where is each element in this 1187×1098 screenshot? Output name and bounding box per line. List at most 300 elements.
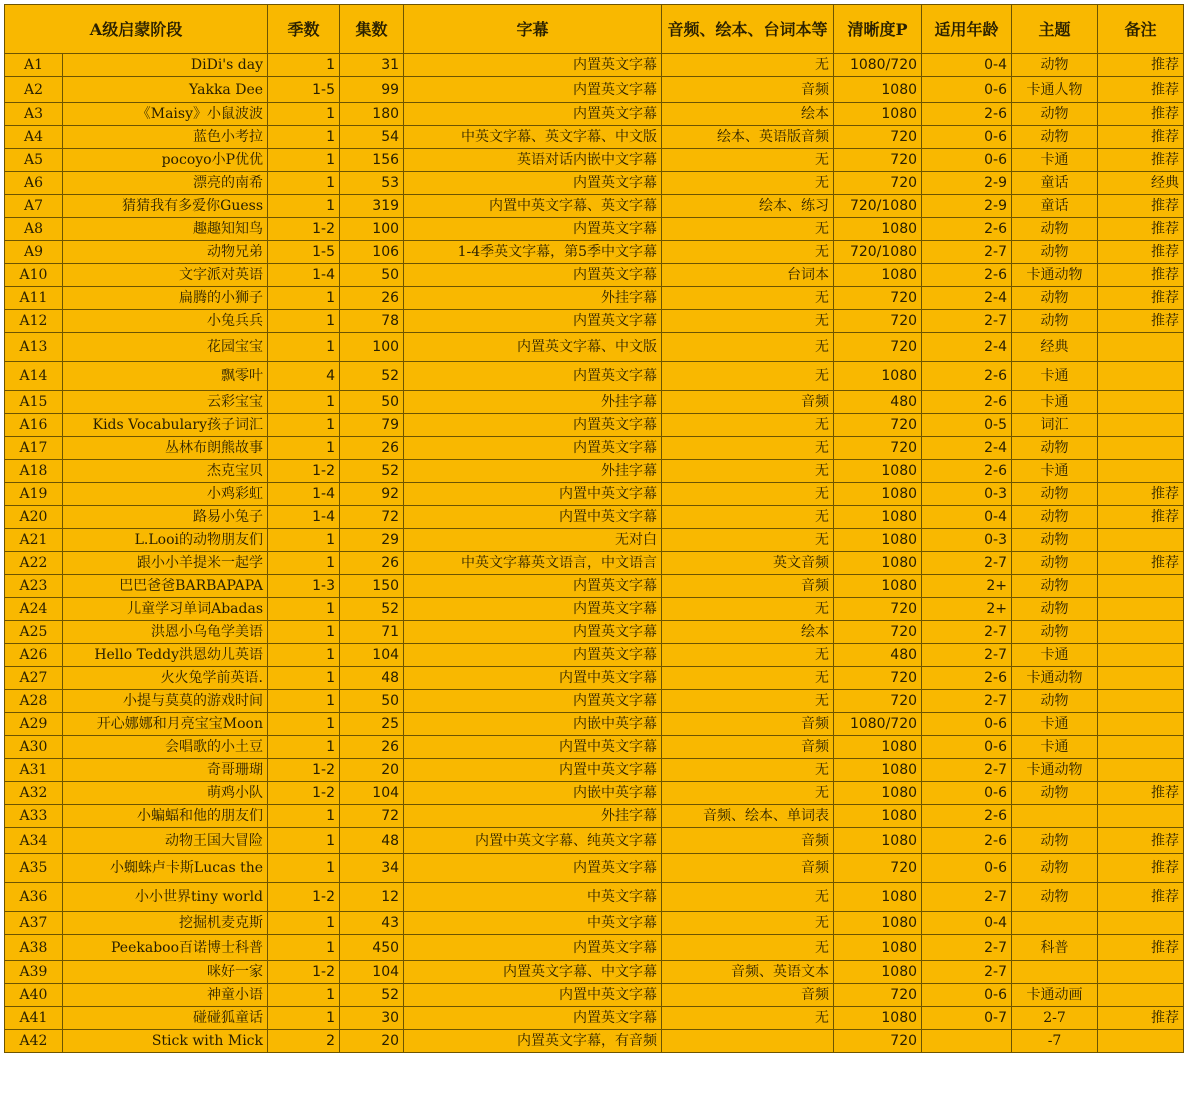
row-resolution[interactable]: 720 [834, 172, 922, 195]
row-age[interactable]: 2+ [922, 598, 1012, 621]
header-episodes[interactable]: 集数 [340, 5, 404, 54]
row-seasons[interactable]: 1 [268, 310, 340, 333]
row-code[interactable]: A23 [5, 575, 63, 598]
row-note[interactable]: 推荐 [1098, 287, 1184, 310]
row-resolution[interactable]: 1080 [834, 264, 922, 287]
row-subtitle[interactable]: 内置英文字幕 [404, 437, 662, 460]
row-subtitle[interactable]: 内置英文字幕、中文版 [404, 333, 662, 362]
row-seasons[interactable]: 1 [268, 828, 340, 854]
row-episodes[interactable]: 71 [340, 621, 404, 644]
row-extras[interactable]: 无 [662, 1007, 834, 1030]
row-episodes[interactable]: 53 [340, 172, 404, 195]
row-resolution[interactable]: 1080 [834, 1007, 922, 1030]
row-age[interactable]: 0-7 [922, 1007, 1012, 1030]
row-episodes[interactable]: 48 [340, 667, 404, 690]
row-note[interactable] [1098, 759, 1184, 782]
row-code[interactable]: A17 [5, 437, 63, 460]
row-code[interactable]: A21 [5, 529, 63, 552]
row-resolution[interactable]: 720 [834, 414, 922, 437]
row-episodes[interactable]: 26 [340, 736, 404, 759]
row-code[interactable]: A7 [5, 195, 63, 218]
row-note[interactable]: 推荐 [1098, 483, 1184, 506]
row-age[interactable]: 2-6 [922, 391, 1012, 414]
header-stage[interactable]: A级启蒙阶段 [5, 5, 268, 54]
row-extras[interactable]: 无 [662, 644, 834, 667]
row-seasons[interactable]: 1-2 [268, 883, 340, 912]
row-theme[interactable]: 动物 [1012, 782, 1098, 805]
row-title[interactable]: Stick with Mick [63, 1030, 268, 1053]
row-seasons[interactable]: 1 [268, 333, 340, 362]
row-resolution[interactable]: 720 [834, 667, 922, 690]
row-theme[interactable]: 动物 [1012, 854, 1098, 883]
row-subtitle[interactable]: 内置英文字幕 [404, 854, 662, 883]
row-theme[interactable]: 动物 [1012, 241, 1098, 264]
row-age[interactable]: 0-6 [922, 126, 1012, 149]
row-extras[interactable]: 音频 [662, 575, 834, 598]
row-title[interactable]: 儿童学习单词Abadas [63, 598, 268, 621]
row-extras[interactable]: 无 [662, 935, 834, 961]
row-extras[interactable]: 绘本、练习 [662, 195, 834, 218]
row-code[interactable]: A40 [5, 984, 63, 1007]
row-age[interactable]: 0-6 [922, 782, 1012, 805]
row-age[interactable]: 2-7 [922, 241, 1012, 264]
row-code[interactable]: A8 [5, 218, 63, 241]
row-seasons[interactable]: 1 [268, 149, 340, 172]
row-theme[interactable]: 动物 [1012, 883, 1098, 912]
row-title[interactable]: Yakka Dee [63, 77, 268, 103]
row-seasons[interactable]: 1 [268, 912, 340, 935]
row-seasons[interactable]: 1 [268, 690, 340, 713]
row-seasons[interactable]: 1-2 [268, 218, 340, 241]
row-theme[interactable]: 动物 [1012, 437, 1098, 460]
row-resolution[interactable]: 720 [834, 437, 922, 460]
row-subtitle[interactable]: 内置英文字幕 [404, 218, 662, 241]
row-age[interactable]: 2-6 [922, 460, 1012, 483]
row-title[interactable]: 巴巴爸爸BARBAPAPA [63, 575, 268, 598]
row-title[interactable]: 小提与莫莫的游戏时间 [63, 690, 268, 713]
row-resolution[interactable]: 1080 [834, 575, 922, 598]
row-seasons[interactable]: 1 [268, 172, 340, 195]
row-seasons[interactable]: 1 [268, 713, 340, 736]
row-age[interactable]: 0-6 [922, 77, 1012, 103]
row-episodes[interactable]: 52 [340, 362, 404, 391]
row-title[interactable]: 小鸡彩虹 [63, 483, 268, 506]
row-extras[interactable]: 无 [662, 149, 834, 172]
row-title[interactable]: 趣趣知知鸟 [63, 218, 268, 241]
row-seasons[interactable]: 1 [268, 287, 340, 310]
row-title[interactable]: 小蜘蛛卢卡斯Lucas the [63, 854, 268, 883]
row-subtitle[interactable]: 内置中英文字幕 [404, 667, 662, 690]
row-resolution[interactable]: 720 [834, 149, 922, 172]
row-note[interactable]: 推荐 [1098, 77, 1184, 103]
row-code[interactable]: A29 [5, 713, 63, 736]
row-episodes[interactable]: 31 [340, 54, 404, 77]
row-age[interactable]: 2-7 [922, 961, 1012, 984]
row-resolution[interactable]: 720 [834, 690, 922, 713]
header-seasons[interactable]: 季数 [268, 5, 340, 54]
row-extras[interactable]: 无 [662, 172, 834, 195]
row-code[interactable]: A28 [5, 690, 63, 713]
row-episodes[interactable]: 92 [340, 483, 404, 506]
row-note[interactable]: 推荐 [1098, 1007, 1184, 1030]
row-note[interactable]: 推荐 [1098, 935, 1184, 961]
row-episodes[interactable]: 34 [340, 854, 404, 883]
row-title[interactable]: 咪好一家 [63, 961, 268, 984]
row-resolution[interactable]: 1080 [834, 782, 922, 805]
row-title[interactable]: Kids Vocabulary孩子词汇 [63, 414, 268, 437]
row-episodes[interactable]: 104 [340, 644, 404, 667]
row-note[interactable] [1098, 437, 1184, 460]
row-theme[interactable]: 童话 [1012, 195, 1098, 218]
row-code[interactable]: A15 [5, 391, 63, 414]
row-extras[interactable]: 音频 [662, 854, 834, 883]
row-age[interactable]: 2-7 [922, 644, 1012, 667]
row-theme[interactable]: 科普 [1012, 935, 1098, 961]
row-title[interactable]: 漂亮的南希 [63, 172, 268, 195]
row-code[interactable]: A27 [5, 667, 63, 690]
row-subtitle[interactable]: 内置中英文字幕 [404, 736, 662, 759]
row-note[interactable]: 推荐 [1098, 126, 1184, 149]
row-note[interactable] [1098, 736, 1184, 759]
row-code[interactable]: A42 [5, 1030, 63, 1053]
row-extras[interactable]: 无 [662, 218, 834, 241]
row-episodes[interactable]: 30 [340, 1007, 404, 1030]
row-theme[interactable]: 动物 [1012, 621, 1098, 644]
row-theme[interactable]: 经典 [1012, 333, 1098, 362]
row-episodes[interactable]: 100 [340, 218, 404, 241]
row-seasons[interactable]: 1-5 [268, 77, 340, 103]
row-resolution[interactable]: 1080 [834, 529, 922, 552]
row-theme[interactable]: 卡通 [1012, 736, 1098, 759]
row-resolution[interactable]: 720 [834, 854, 922, 883]
row-title[interactable]: 扁腾的小狮子 [63, 287, 268, 310]
row-theme[interactable]: 动物 [1012, 483, 1098, 506]
row-title[interactable]: 火火兔学前英语. [63, 667, 268, 690]
row-code[interactable]: A32 [5, 782, 63, 805]
row-age[interactable]: 2-7 [922, 690, 1012, 713]
row-seasons[interactable]: 1 [268, 103, 340, 126]
row-episodes[interactable]: 79 [340, 414, 404, 437]
row-seasons[interactable]: 1 [268, 644, 340, 667]
row-seasons[interactable]: 1-3 [268, 575, 340, 598]
row-episodes[interactable]: 319 [340, 195, 404, 218]
row-age[interactable]: 0-6 [922, 854, 1012, 883]
row-extras[interactable]: 无 [662, 690, 834, 713]
row-title[interactable]: DiDi's day [63, 54, 268, 77]
row-subtitle[interactable]: 外挂字幕 [404, 391, 662, 414]
row-resolution[interactable]: 720 [834, 287, 922, 310]
row-episodes[interactable]: 72 [340, 506, 404, 529]
row-age[interactable]: 0-3 [922, 529, 1012, 552]
row-subtitle[interactable]: 内置英文字幕 [404, 172, 662, 195]
row-theme[interactable]: 卡通 [1012, 391, 1098, 414]
row-extras[interactable]: 音频 [662, 736, 834, 759]
row-extras[interactable]: 音频 [662, 77, 834, 103]
row-age[interactable]: 2-4 [922, 333, 1012, 362]
row-theme[interactable]: 动物 [1012, 310, 1098, 333]
row-seasons[interactable]: 1-2 [268, 759, 340, 782]
row-subtitle[interactable]: 内置英文字幕 [404, 935, 662, 961]
row-theme[interactable] [1012, 912, 1098, 935]
row-resolution[interactable]: 1080 [834, 552, 922, 575]
header-age[interactable]: 适用年龄 [922, 5, 1012, 54]
row-extras[interactable]: 无 [662, 414, 834, 437]
row-subtitle[interactable]: 外挂字幕 [404, 805, 662, 828]
row-resolution[interactable]: 1080 [834, 77, 922, 103]
row-extras[interactable]: 无 [662, 54, 834, 77]
row-title[interactable]: 动物王国大冒险 [63, 828, 268, 854]
row-note[interactable] [1098, 391, 1184, 414]
row-extras[interactable]: 无 [662, 912, 834, 935]
header-extras[interactable]: 音频、绘本、台词本等 [662, 5, 834, 54]
row-extras[interactable]: 绘本 [662, 103, 834, 126]
row-subtitle[interactable]: 内置英文字幕、中文字幕 [404, 961, 662, 984]
row-extras[interactable]: 音频、绘本、单词表 [662, 805, 834, 828]
row-note[interactable] [1098, 984, 1184, 1007]
row-resolution[interactable]: 1080 [834, 103, 922, 126]
row-seasons[interactable]: 1 [268, 54, 340, 77]
row-subtitle[interactable]: 内置英文字幕 [404, 310, 662, 333]
row-episodes[interactable]: 100 [340, 333, 404, 362]
row-resolution[interactable]: 480 [834, 644, 922, 667]
row-subtitle[interactable]: 外挂字幕 [404, 460, 662, 483]
row-seasons[interactable]: 1 [268, 736, 340, 759]
row-subtitle[interactable]: 内置中英文字幕 [404, 759, 662, 782]
row-theme[interactable]: 动物 [1012, 529, 1098, 552]
row-subtitle[interactable]: 内嵌中英字幕 [404, 713, 662, 736]
header-theme[interactable]: 主题 [1012, 5, 1098, 54]
row-theme[interactable]: 动物 [1012, 218, 1098, 241]
row-resolution[interactable]: 1080 [834, 759, 922, 782]
row-note[interactable]: 推荐 [1098, 149, 1184, 172]
row-episodes[interactable]: 104 [340, 961, 404, 984]
row-age[interactable]: 2-7 [922, 552, 1012, 575]
row-extras[interactable]: 无 [662, 241, 834, 264]
row-episodes[interactable]: 150 [340, 575, 404, 598]
header-note[interactable]: 备注 [1098, 5, 1184, 54]
row-seasons[interactable]: 1-2 [268, 782, 340, 805]
row-subtitle[interactable]: 内置英文字幕 [404, 644, 662, 667]
row-seasons[interactable]: 1-4 [268, 506, 340, 529]
row-theme[interactable]: 动物 [1012, 575, 1098, 598]
row-resolution[interactable]: 1080/720 [834, 54, 922, 77]
row-code[interactable]: A33 [5, 805, 63, 828]
row-resolution[interactable]: 720 [834, 126, 922, 149]
row-episodes[interactable]: 50 [340, 690, 404, 713]
row-title[interactable]: L.Looi的动物朋友们 [63, 529, 268, 552]
row-episodes[interactable]: 43 [340, 912, 404, 935]
row-code[interactable]: A14 [5, 362, 63, 391]
row-theme[interactable]: 动物 [1012, 552, 1098, 575]
row-theme[interactable]: 动物 [1012, 126, 1098, 149]
row-episodes[interactable]: 156 [340, 149, 404, 172]
row-resolution[interactable]: 1080 [834, 805, 922, 828]
row-episodes[interactable]: 106 [340, 241, 404, 264]
row-theme[interactable]: 卡通 [1012, 713, 1098, 736]
row-episodes[interactable]: 20 [340, 1030, 404, 1053]
row-note[interactable] [1098, 690, 1184, 713]
row-seasons[interactable]: 1 [268, 437, 340, 460]
row-title[interactable]: 神童小语 [63, 984, 268, 1007]
row-age[interactable]: 2-7 [922, 310, 1012, 333]
row-theme[interactable]: 动物 [1012, 690, 1098, 713]
row-theme[interactable] [1012, 961, 1098, 984]
row-title[interactable]: 会唱歌的小土豆 [63, 736, 268, 759]
row-theme[interactable]: 动物 [1012, 103, 1098, 126]
row-subtitle[interactable]: 内置中英文字幕、纯英文字幕 [404, 828, 662, 854]
row-code[interactable]: A39 [5, 961, 63, 984]
row-extras[interactable]: 无 [662, 598, 834, 621]
row-title[interactable]: 动物兄弟 [63, 241, 268, 264]
row-theme[interactable]: 卡通 [1012, 644, 1098, 667]
row-title[interactable]: 路易小兔子 [63, 506, 268, 529]
row-extras[interactable]: 音频 [662, 391, 834, 414]
row-resolution[interactable]: 1080 [834, 912, 922, 935]
row-resolution[interactable]: 1080 [834, 506, 922, 529]
row-episodes[interactable]: 26 [340, 552, 404, 575]
row-subtitle[interactable]: 内置英文字幕 [404, 264, 662, 287]
row-code[interactable]: A5 [5, 149, 63, 172]
row-note[interactable] [1098, 961, 1184, 984]
row-extras[interactable]: 无 [662, 529, 834, 552]
row-code[interactable]: A2 [5, 77, 63, 103]
row-code[interactable]: A16 [5, 414, 63, 437]
row-extras[interactable]: 无 [662, 460, 834, 483]
row-code[interactable]: A37 [5, 912, 63, 935]
row-code[interactable]: A1 [5, 54, 63, 77]
row-seasons[interactable]: 1-5 [268, 241, 340, 264]
row-code[interactable]: A30 [5, 736, 63, 759]
row-code[interactable]: A41 [5, 1007, 63, 1030]
row-subtitle[interactable]: 中英文字幕 [404, 883, 662, 912]
row-age[interactable] [922, 1030, 1012, 1053]
row-note[interactable]: 推荐 [1098, 552, 1184, 575]
row-note[interactable] [1098, 414, 1184, 437]
row-title[interactable]: 小小世界tiny world [63, 883, 268, 912]
row-subtitle[interactable]: 内置中英文字幕、英文字幕 [404, 195, 662, 218]
row-resolution[interactable]: 1080 [834, 218, 922, 241]
row-note[interactable]: 推荐 [1098, 264, 1184, 287]
row-resolution[interactable]: 1080 [834, 736, 922, 759]
row-code[interactable]: A25 [5, 621, 63, 644]
row-extras[interactable]: 无 [662, 883, 834, 912]
row-note[interactable]: 推荐 [1098, 506, 1184, 529]
row-title[interactable]: pocoyo小P优优 [63, 149, 268, 172]
row-theme[interactable]: 2-7 [1012, 1007, 1098, 1030]
row-episodes[interactable]: 48 [340, 828, 404, 854]
row-episodes[interactable]: 26 [340, 437, 404, 460]
row-age[interactable]: 0-6 [922, 149, 1012, 172]
row-seasons[interactable]: 1 [268, 854, 340, 883]
row-theme[interactable]: 动物 [1012, 506, 1098, 529]
row-seasons[interactable]: 4 [268, 362, 340, 391]
row-theme[interactable]: 卡通动物 [1012, 667, 1098, 690]
row-seasons[interactable]: 1 [268, 1007, 340, 1030]
row-seasons[interactable]: 1 [268, 805, 340, 828]
row-subtitle[interactable]: 英语对话内嵌中文字幕 [404, 149, 662, 172]
row-title[interactable]: 云彩宝宝 [63, 391, 268, 414]
row-extras[interactable]: 无 [662, 310, 834, 333]
row-episodes[interactable]: 52 [340, 984, 404, 1007]
row-theme[interactable]: 卡通人物 [1012, 77, 1098, 103]
row-note[interactable]: 推荐 [1098, 241, 1184, 264]
row-code[interactable]: A18 [5, 460, 63, 483]
row-age[interactable]: 2-6 [922, 667, 1012, 690]
row-extras[interactable]: 音频 [662, 984, 834, 1007]
header-resolution[interactable]: 清晰度P [834, 5, 922, 54]
row-code[interactable]: A31 [5, 759, 63, 782]
row-age[interactable]: 0-4 [922, 54, 1012, 77]
row-note[interactable]: 推荐 [1098, 854, 1184, 883]
row-title[interactable]: 小蝙蝠和他的朋友们 [63, 805, 268, 828]
row-age[interactable]: 0-3 [922, 483, 1012, 506]
row-subtitle[interactable]: 内置英文字幕 [404, 598, 662, 621]
row-theme[interactable]: 童话 [1012, 172, 1098, 195]
row-episodes[interactable]: 20 [340, 759, 404, 782]
row-subtitle[interactable]: 内置英文字幕 [404, 575, 662, 598]
row-episodes[interactable]: 72 [340, 805, 404, 828]
row-theme[interactable] [1012, 805, 1098, 828]
row-code[interactable]: A34 [5, 828, 63, 854]
row-subtitle[interactable]: 内置英文字幕 [404, 77, 662, 103]
row-seasons[interactable]: 1 [268, 414, 340, 437]
row-episodes[interactable]: 99 [340, 77, 404, 103]
row-code[interactable]: A10 [5, 264, 63, 287]
row-note[interactable] [1098, 713, 1184, 736]
row-age[interactable]: 2-7 [922, 759, 1012, 782]
row-seasons[interactable]: 1 [268, 667, 340, 690]
row-subtitle[interactable]: 内置英文字幕 [404, 103, 662, 126]
row-age[interactable]: 2-6 [922, 805, 1012, 828]
row-note[interactable] [1098, 621, 1184, 644]
row-subtitle[interactable]: 内置英文字幕 [404, 414, 662, 437]
row-theme[interactable]: 卡通 [1012, 362, 1098, 391]
row-episodes[interactable]: 29 [340, 529, 404, 552]
header-subtitles[interactable]: 字幕 [404, 5, 662, 54]
row-theme[interactable]: 卡通 [1012, 149, 1098, 172]
row-note[interactable]: 推荐 [1098, 54, 1184, 77]
row-theme[interactable]: 动物 [1012, 287, 1098, 310]
row-resolution[interactable]: 720 [834, 621, 922, 644]
row-title[interactable]: 蓝色小考拉 [63, 126, 268, 149]
row-code[interactable]: A19 [5, 483, 63, 506]
row-extras[interactable]: 无 [662, 506, 834, 529]
row-episodes[interactable]: 25 [340, 713, 404, 736]
row-note[interactable] [1098, 598, 1184, 621]
row-resolution[interactable]: 720 [834, 984, 922, 1007]
row-subtitle[interactable]: 内置中英文字幕 [404, 506, 662, 529]
row-seasons[interactable]: 1 [268, 552, 340, 575]
row-age[interactable]: 2-6 [922, 828, 1012, 854]
row-resolution[interactable]: 480 [834, 391, 922, 414]
row-note[interactable] [1098, 333, 1184, 362]
row-title[interactable]: 丛林布朗熊故事 [63, 437, 268, 460]
row-code[interactable]: A13 [5, 333, 63, 362]
row-episodes[interactable]: 78 [340, 310, 404, 333]
row-theme[interactable]: 动物 [1012, 54, 1098, 77]
row-resolution[interactable]: 720 [834, 598, 922, 621]
row-theme[interactable]: 卡通动物 [1012, 759, 1098, 782]
row-note[interactable]: 推荐 [1098, 103, 1184, 126]
row-age[interactable]: 2-7 [922, 621, 1012, 644]
row-theme[interactable]: 卡通动画 [1012, 984, 1098, 1007]
row-episodes[interactable]: 12 [340, 883, 404, 912]
row-resolution[interactable]: 1080 [834, 828, 922, 854]
row-title[interactable]: 萌鸡小队 [63, 782, 268, 805]
row-extras[interactable]: 无 [662, 759, 834, 782]
row-episodes[interactable]: 50 [340, 391, 404, 414]
row-title[interactable]: 飘零叶 [63, 362, 268, 391]
